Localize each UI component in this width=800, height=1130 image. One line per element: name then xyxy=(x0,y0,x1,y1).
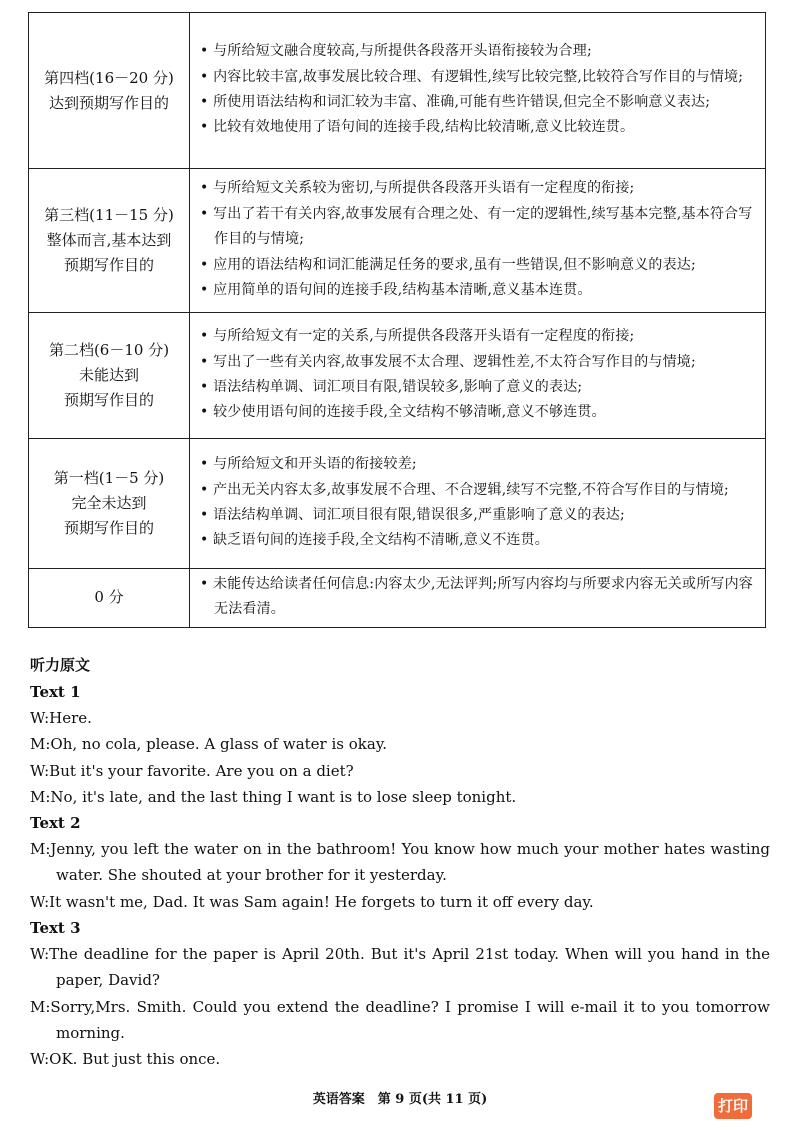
print-button[interactable]: 打印 xyxy=(714,1093,752,1119)
dialogue-line: W:It wasn't me, Dad. It was Sam again! He forgets to turn it off every day. xyxy=(30,892,594,911)
level-desc: 达到预期写作目的 xyxy=(48,93,169,112)
rubric-row-level-1 xyxy=(29,439,766,569)
level-score: 第四档(16－20 分) xyxy=(44,68,174,87)
rubric-row-level-0 xyxy=(29,569,766,628)
rubric-row-level-2 xyxy=(29,313,766,439)
listening-transcript xyxy=(30,652,770,1073)
text-heading: Text 3 xyxy=(30,919,81,938)
rubric-level-cell xyxy=(29,439,190,569)
criterion: • 写出了若干有关内容,故事发展有合理之处、有一定的逻辑性,续写基本完整,基本符合写作目的与情境; xyxy=(200,202,757,253)
text-heading: Text 1 xyxy=(30,683,81,701)
criterion: • 未能传达给读者任何信息:内容太少,无法评判;所写内容均与所要求内容无关或所写内容无法看清。 xyxy=(200,572,757,623)
criterion: • 所使用语法结构和词汇较为丰富、准确,可能有些许错误,但完全不影响意义表达; xyxy=(200,90,757,115)
dialogue-line: M:Oh, no cola, please. A glass of water is okay. xyxy=(30,735,388,754)
criterion: • 语法结构单调、词汇项目有限,错误较多,影响了意义的表达; xyxy=(200,375,757,400)
rubric-level-cell xyxy=(29,313,190,439)
rubric-level-cell xyxy=(29,169,190,313)
criterion: • 比较有效地使用了语句间的连接手段,结构比较清晰,意义比较连贯。 xyxy=(200,115,757,140)
level-desc: 预期写作目的 xyxy=(63,391,154,409)
dialogue-line: W:Here. xyxy=(30,709,92,727)
rubric-criteria-cell xyxy=(190,13,766,169)
criterion: • 应用的语法结构和词汇能满足任务的要求,虽有一些错误,但不影响意义的表达; xyxy=(200,253,757,278)
criterion: • 与所给短文和开头语的衔接较差; xyxy=(200,452,757,477)
rubric-criteria-cell xyxy=(190,313,766,439)
level-desc: 预期写作目的 xyxy=(63,256,154,274)
rubric-row-level-3 xyxy=(29,169,766,313)
level-score: 第一档(1－5 分) xyxy=(53,469,165,487)
criterion: • 缺乏语句间的连接手段,全文结构不清晰,意义不连贯。 xyxy=(200,528,757,553)
dialogue-line: M:Jenny, you left the water on in the bathroom! You know how much your mother hates wasting water. She shouted at your brother for it yesterday. xyxy=(30,840,770,885)
criterion: • 应用简单的语句间的连接手段,结构基本清晰,意义基本连贯。 xyxy=(200,278,757,303)
criterion: • 与所给短文融合度较高,与所提供各段落开头语衔接较为合理; xyxy=(200,39,757,64)
criterion: • 与所给短文有一定的关系,与所提供各段落开头语有一定程度的衔接; xyxy=(200,324,757,349)
criterion: • 内容比较丰富,故事发展比较合理、有逻辑性,续写比较完整,比较符合写作目的与情境; xyxy=(200,65,757,90)
transcript-text-2 xyxy=(30,810,770,915)
grading-rubric-table xyxy=(28,12,766,628)
level-score: 0 分 xyxy=(94,588,124,607)
level-desc: 预期写作目的 xyxy=(63,519,154,537)
criterion: • 写出了一些有关内容,故事发展不太合理、逻辑性差,不太符合写作目的与情境; xyxy=(200,350,757,375)
rubric-criteria-cell xyxy=(190,439,766,569)
dialogue-line: M:No, it's late, and the last thing I want is to lose sleep tonight. xyxy=(30,787,517,806)
criterion: • 与所给短文关系较为密切,与所提供各段落开头语有一定程度的衔接; xyxy=(200,176,757,201)
rubric-criteria-cell xyxy=(190,169,766,313)
level-score: 第二档(6－10 分) xyxy=(48,341,170,359)
page-footer: 英语答案 第 9 页(共 11 页) xyxy=(312,1092,488,1107)
rubric-level-cell xyxy=(29,569,190,628)
dialogue-line: W:But it's your favorite. Are you on a diet? xyxy=(30,761,354,780)
criterion: • 语法结构单调、词汇项目很有限,错误很多,严重影响了意义的表达; xyxy=(200,503,757,528)
dialogue-line: M:Sorry,Mrs. Smith. Could you extend the deadline? I promise I will e-mail it to you tomorrow morning. xyxy=(30,997,770,1042)
rubric-row-level-4 xyxy=(29,13,766,169)
dialogue-line: W:OK. But just this once. xyxy=(30,1050,221,1069)
transcript-text-1 xyxy=(30,679,770,810)
text-heading: Text 2 xyxy=(30,814,81,833)
dialogue-line: W:The deadline for the paper is April 20th. But it's April 21st today. When will you hand in the paper, David? xyxy=(30,945,770,990)
criterion: • 较少使用语句间的连接手段,全文结构不够清晰,意义不够连贯。 xyxy=(200,400,757,425)
transcript-text-3 xyxy=(30,915,770,1072)
rubric-criteria-cell xyxy=(190,569,766,628)
section-title: 听力原文 xyxy=(30,656,91,674)
level-desc: 整体而言,基本达到 xyxy=(46,231,172,249)
level-desc: 完全未达到 xyxy=(71,494,147,512)
level-score: 第三档(11－15 分) xyxy=(44,206,174,224)
rubric-level-cell xyxy=(29,13,190,169)
criterion: • 产出无关内容太多,故事发展不合理、不合逻辑,续写不完整,不符合写作目的与情境; xyxy=(200,478,757,503)
level-desc: 未能达到 xyxy=(78,366,139,384)
